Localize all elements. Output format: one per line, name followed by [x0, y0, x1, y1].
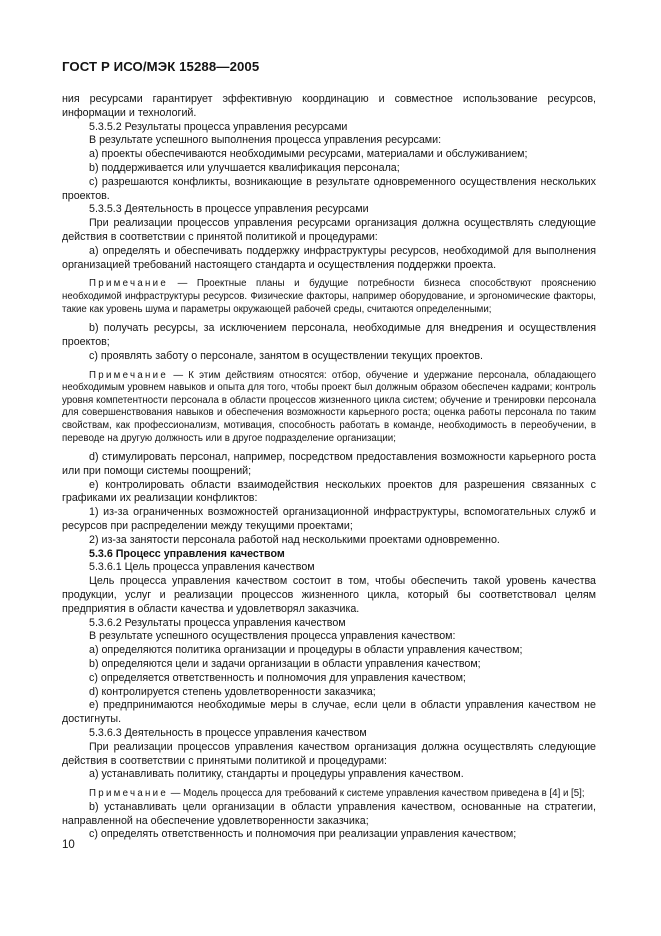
- list-item: b) определяются цели и задачи организации в области управления качеством;: [89, 658, 481, 671]
- section-heading: 5.3.6.1 Цель процесса управления качеством: [89, 561, 315, 574]
- paragraph: В результате успешного осуществления процесса управления качеством:: [89, 630, 456, 643]
- list-item: b) устанавливать цели организации в области управления качеством, основанные на стратегии, направленной на обеспечение удовлетворенности заказчика;: [62, 800, 596, 827]
- list-item: c) определяется ответственность и полномочия для управления качеством;: [89, 671, 466, 684]
- list-item: b) поддерживается или улучшается квалификация персонала;: [89, 161, 400, 174]
- note: [62, 788, 596, 801]
- section-heading: 5.3.5.3 Деятельность в процессе управления ресурсами: [89, 203, 369, 216]
- document-header: ГОСТ Р ИСО/МЭК 15288—2005: [62, 59, 260, 74]
- list-item: a) определяются политика организации и процедуры в области управления качеством;: [89, 644, 523, 657]
- list-item: d) стимулировать персонал, например, посредством предоставления возможности карьерного роста или при помощи системы поощрений;: [62, 451, 596, 477]
- note-label: Примечание: [89, 369, 169, 381]
- paragraph: ния ресурсами гарантирует эффективную координацию и совместное использование ресурсов, информации и технологий.: [62, 93, 596, 119]
- paragraph: Цель процесса управления качеством состоит в том, чтобы обеспечить такой уровень качества продукции, услуг и реализации процессов жизненного цикла, который бы соответствовал целям предприятия в области качества и удовлетворял заказчика.: [62, 575, 596, 615]
- list-item: a) определять и обеспечивать поддержку инфраструктуры ресурсов, необходимой для выполнения организацией требований настоящего стандарта и осуществления поддержки проекта.: [62, 244, 596, 271]
- list-item: e) контролировать области взаимодействия нескольких проектов для разрешения связанных с графиками их реализации конфликтов:: [62, 478, 596, 505]
- page-number: 10: [62, 839, 75, 851]
- list-item: c) определять ответственность и полномочия при реализации управления качеством;: [89, 828, 517, 841]
- paragraph: При реализации процессов управления качеством организация должна осуществлять следующие действия в соответствии с принятыми политикой и процедурами:: [62, 740, 596, 767]
- list-item: 1) из-за ограниченных возможностей организационной инфраструктуры, вспомогательных служб и ресурсов при распределении между текущими проектами;: [62, 506, 596, 533]
- section-heading: 5.3.6 Процесс управления качеством: [89, 547, 285, 560]
- list-item: a) устанавливать политику, стандарты и процедуры управления качеством.: [89, 768, 464, 781]
- list-item: b) получать ресурсы, за исключением персонала, необходимые для внедрения и осуществления проектов;: [62, 322, 596, 348]
- section-heading: 5.3.6.3 Деятельность в процессе управления качеством: [89, 727, 367, 740]
- list-item: 2) из-за занятости персонала работой над несколькими проектами одновременно.: [89, 533, 500, 546]
- document-body: [62, 93, 596, 842]
- list-item: a) проекты обеспечиваются необходимыми ресурсами, материалами и обслуживанием;: [89, 148, 528, 161]
- section-heading: 5.3.5.2 Результаты процесса управления ресурсами: [89, 120, 348, 133]
- note-label: Примечание: [89, 278, 169, 290]
- note: [62, 278, 596, 316]
- list-item: c) разрешаются конфликты, возникающие в результате одновременного осуществления нескольких проектов.: [62, 175, 596, 202]
- note-label: Примечание: [89, 788, 169, 800]
- note-text: — К этим действиям относятся: отбор, обучение и удержание персонала, обладающего необходимым уровнем навыков и опыта для того, чтобы проект был должным образом обеспечен кадрами; контроль уровня компетентности персонала в области процессов жизненного цикла систем; обучение и тренировки персонала для совершенствования навыков и обеспечения возможности карьерного роста; оценка работы персонала по таким свойствам, как профессионализм, мотивация, способность работать в команде, необходимость в переобучении, в переводе на другую должность или в другое подразделение организации;: [62, 369, 596, 444]
- list-item: c) проявлять заботу о персонале, занятом в осуществлении текущих проектов.: [89, 349, 484, 362]
- note-text: — Модель процесса для требований к системе управления качеством приведена в [4] и [5];: [168, 788, 585, 800]
- note-text: — Проектные планы и будущие потребности бизнеса способствуют прояснению необходимой инфраструктуры ресурсов. Физические факторы, например оборудование, и эргономические факторы, такие как уровень шума и параметры окружающей рабочей среды, считаются определенными;: [62, 278, 596, 315]
- note: [62, 370, 596, 446]
- list-item: e) предпринимаются необходимые меры в случае, если цели в области управления качеством не достигнуты.: [62, 699, 596, 726]
- section-heading: 5.3.6.2 Результаты процесса управления качеством: [89, 616, 346, 629]
- list-item: d) контролируется степень удовлетворенности заказчика;: [89, 685, 376, 698]
- paragraph: При реализации процессов управления ресурсами организация должна осуществлять следующие действия в соответствии с принятой политикой и процедурами:: [62, 217, 596, 243]
- paragraph: В результате успешного выполнения процесса управления ресурсами:: [89, 134, 442, 147]
